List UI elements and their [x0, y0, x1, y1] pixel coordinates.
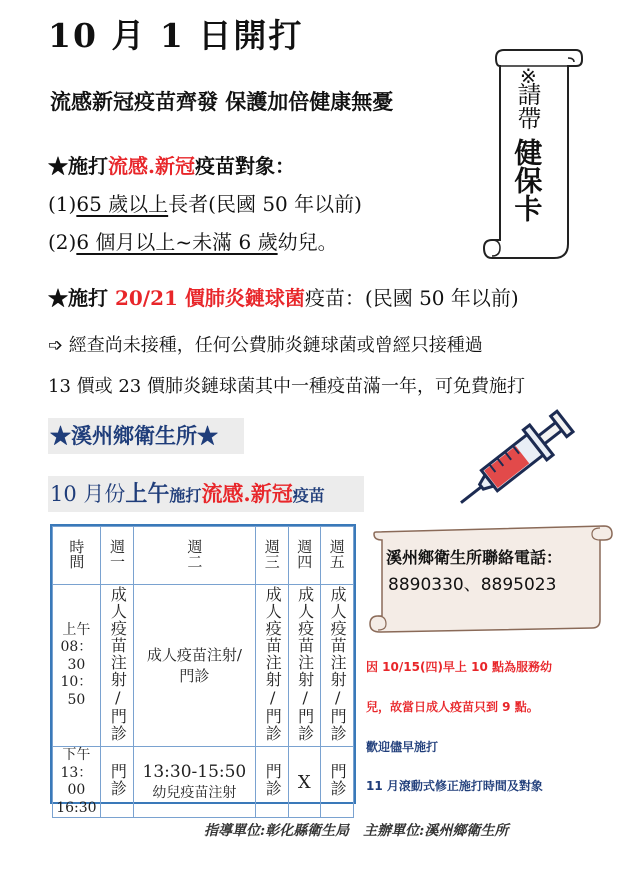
notice-red-1: 因 10/15(四)早上 10 點為服務幼: [366, 660, 552, 674]
flu-item-1-rest: 長者(民國 50 年以前): [168, 192, 362, 216]
flu-item-1-num: (1): [48, 192, 77, 216]
flu-item-1-underlined: 65 歲以上: [76, 192, 169, 216]
header-fri: 週五: [320, 527, 353, 585]
schedule-table: [50, 524, 356, 816]
flu-item-2-num: (2): [48, 230, 77, 254]
cell-am-wed: 成人疫苗注射/門診: [255, 585, 288, 747]
header-thu: 週四: [289, 527, 321, 585]
header-wed: 週三: [255, 527, 288, 585]
flu-heading-suffix: 疫苗對象：: [194, 154, 295, 178]
month-morning: 上午: [125, 481, 170, 507]
pneumo-heading-prefix: ★施打: [48, 286, 108, 310]
cell-pm-fri: 門診: [320, 747, 353, 818]
header-time: 時間: [53, 527, 101, 585]
month-suffix: 疫苗: [292, 486, 325, 505]
table-row: [53, 585, 354, 747]
cell-pm-thu: X: [289, 747, 321, 818]
flu-heading-highlight: 流感.新冠: [108, 154, 195, 178]
cell-am-fri: 成人疫苗注射/門診: [320, 585, 353, 747]
notice-blue-1: 歡迎儘早施打: [366, 740, 439, 754]
time-pm: 下午 13：00 16:30: [53, 747, 101, 818]
time-am: 上午 08：30 10：50: [53, 585, 101, 747]
page-title: 10 月 1 日開打: [48, 16, 304, 55]
flu-item-2: [48, 226, 338, 255]
month-verb: 施打: [169, 486, 202, 505]
scroll-icon: [482, 48, 584, 260]
flu-item-2-underlined: 6 個月以上~未滿 6 歲: [76, 230, 278, 254]
scroll-mark: ※: [520, 64, 537, 88]
cell-am-mon: 成人疫苗注射/門診: [100, 585, 133, 747]
clinic-name: ★溪州鄉衛生所★: [48, 418, 244, 454]
cell-pm-tue: 13:30-15:50 幼兒疫苗注射: [134, 747, 255, 818]
scroll-text-2: 健保卡: [510, 138, 544, 222]
header-tue: 週二: [134, 527, 255, 585]
pneumo-note-2: 13 價或 23 價肺炎鏈球菌其中一種疫苗滿一年，可免費施打: [48, 376, 525, 397]
flu-item-2-rest: 幼兒。: [277, 230, 338, 254]
flu-section-heading: [48, 150, 295, 179]
month-heading: [48, 476, 364, 512]
flu-item-1: [48, 188, 362, 217]
footer-organizers: 指導單位:彰化縣衛生局 主辦單位:溪州鄉衛生所: [204, 823, 509, 839]
contact-label: 溪州鄉衛生所聯絡電話：: [386, 548, 563, 567]
pneumo-note-1: ➩ 經查尚未接種，任何公費肺炎鏈球菌或曾經只接種過: [48, 335, 483, 356]
pneumo-section-heading: [48, 282, 519, 311]
header-mon: 週一: [100, 527, 133, 585]
pneumo-heading-highlight: 20/21 價肺炎鏈球菌: [114, 286, 305, 310]
month-vaccine: 流感.新冠: [201, 481, 293, 506]
cell-am-tue: 成人疫苗注射/門診: [134, 585, 255, 747]
scroll-text-1: 請帶: [513, 82, 541, 130]
month-label: 10 月份: [50, 482, 126, 506]
flu-heading-prefix: ★施打: [48, 154, 108, 178]
cell-am-thu: 成人疫苗注射/門診: [289, 585, 321, 747]
cell-pm-wed: 門診: [255, 747, 288, 818]
notice-red-2: 兒，故當日成人疫苗只到 9 點。: [366, 700, 539, 714]
cell-pm-mon: 門診: [100, 747, 133, 818]
notice-blue-2: 11 月滾動式修正施打時間及對象: [366, 779, 543, 793]
contact-phone[interactable]: 8890330、8895023: [388, 575, 557, 595]
page-subtitle: 流感新冠疫苗齊發 保護加倍健康無憂: [50, 89, 394, 114]
table-row: [53, 747, 354, 818]
syringe-icon: [448, 408, 588, 516]
pneumo-heading-suffix: 疫苗：(民國 50 年以前): [304, 286, 519, 310]
